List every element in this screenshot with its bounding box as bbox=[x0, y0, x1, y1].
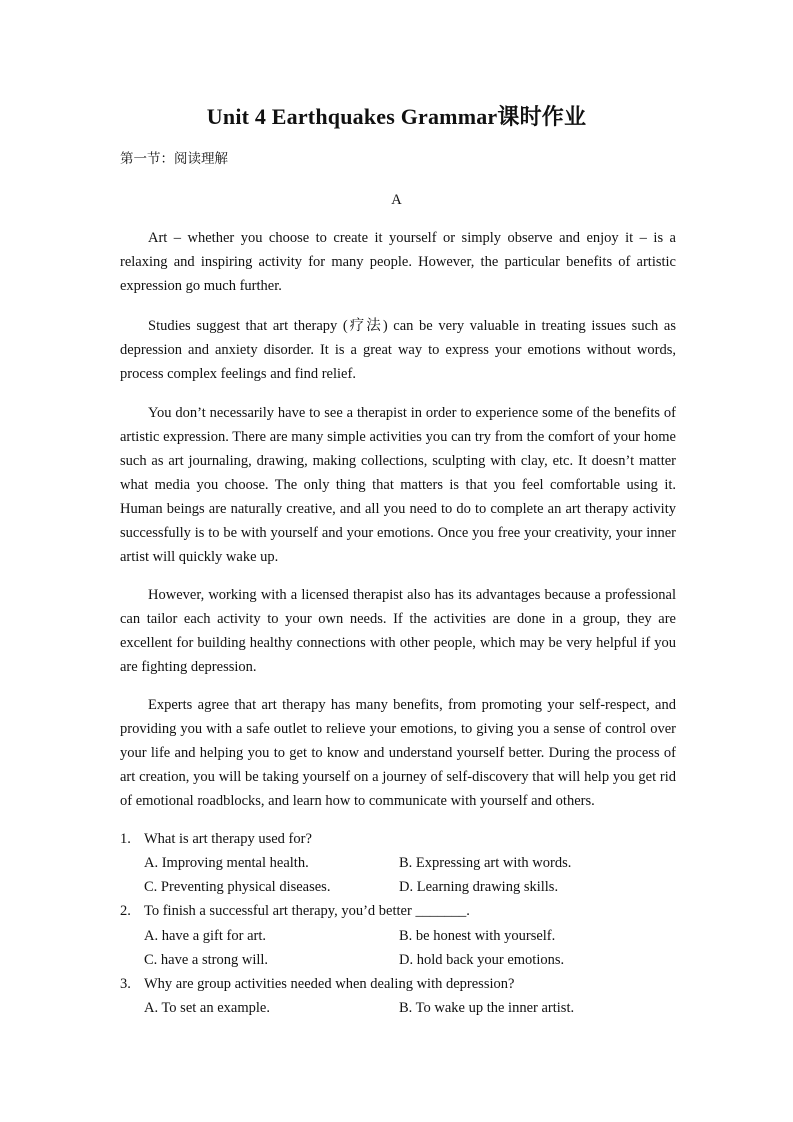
question-stem: To finish a successful art therapy, you’d better _______. bbox=[144, 903, 470, 919]
option-a: A. Improving mental health. bbox=[144, 855, 309, 871]
paragraph-2: Studies suggest that art therapy (疗法) can be very valuable in treating issues such as depression and anxiety disorder. It is a great way to express your emotions without words, process complex feelings and find relief. bbox=[120, 318, 676, 382]
option-b: B. Expressing art with words. bbox=[399, 855, 572, 871]
option-c: C. Preventing physical diseases. bbox=[144, 879, 331, 895]
section-heading: 第一节：阅读理解 bbox=[120, 151, 228, 167]
option-b: B. To wake up the inner artist. bbox=[399, 1000, 575, 1016]
option-a: A. To set an example. bbox=[144, 1000, 270, 1016]
paragraph-4: However, working with a licensed therapist also has its advantages because a professional can tailor each activity to your own needs. If the activities are done in a group, they are excellent for building healthy connections with other people, which may be very helpful if you are fighting depression. bbox=[120, 587, 676, 675]
question-stem: Why are group activities needed when dealing with depression? bbox=[144, 976, 515, 992]
question-number: 1. bbox=[120, 831, 131, 847]
option-c: C. have a strong will. bbox=[144, 952, 269, 968]
paragraph-5: Experts agree that art therapy has many benefits, from promoting your self-respect, and providing you with a safe outlet to relieve your emotions, to giving you a sense of control over your life and helping you to get to know and understand yourself better. During the process of art creation, you will be taking yourself on a journey of self-discovery that will help you get rid of emotional roadblocks, and learn how to communicate with yourself and others. bbox=[120, 697, 676, 809]
paragraph-1: Art – whether you choose to create it yourself or simply observe and enjoy it – is a relaxing and inspiring activity for many people. However, the particular benefits of artistic expression go much further. bbox=[120, 230, 676, 294]
document-title: Unit 4 Earthquakes Grammar课时作业 bbox=[206, 104, 587, 129]
question-number: 3. bbox=[120, 976, 131, 992]
paragraph-3: You don’t necessarily have to see a therapist in order to experience some of the benefits of artistic expression. There are many simple activities you can try from the comfort of your home such as art journaling, drawing, making collections, sculpting with clay, etc. It doesn’t matter what media you choose. The only thing that matters is that you feel comfortable using it. Human beings are naturally creative, and all you need to do to complete an art therapy activity successfully is to be with yourself and your emotions. Once you free your creativity, your inner artist will quickly wake up. bbox=[120, 405, 676, 565]
option-a: A. have a gift for art. bbox=[144, 928, 266, 944]
passage-letter: A bbox=[391, 192, 402, 208]
option-b: B. be honest with yourself. bbox=[399, 928, 556, 944]
option-d: D. Learning drawing skills. bbox=[399, 879, 559, 895]
option-d: D. hold back your emotions. bbox=[399, 952, 565, 968]
question-stem: What is art therapy used for? bbox=[144, 831, 312, 847]
question-number: 2. bbox=[120, 903, 131, 919]
